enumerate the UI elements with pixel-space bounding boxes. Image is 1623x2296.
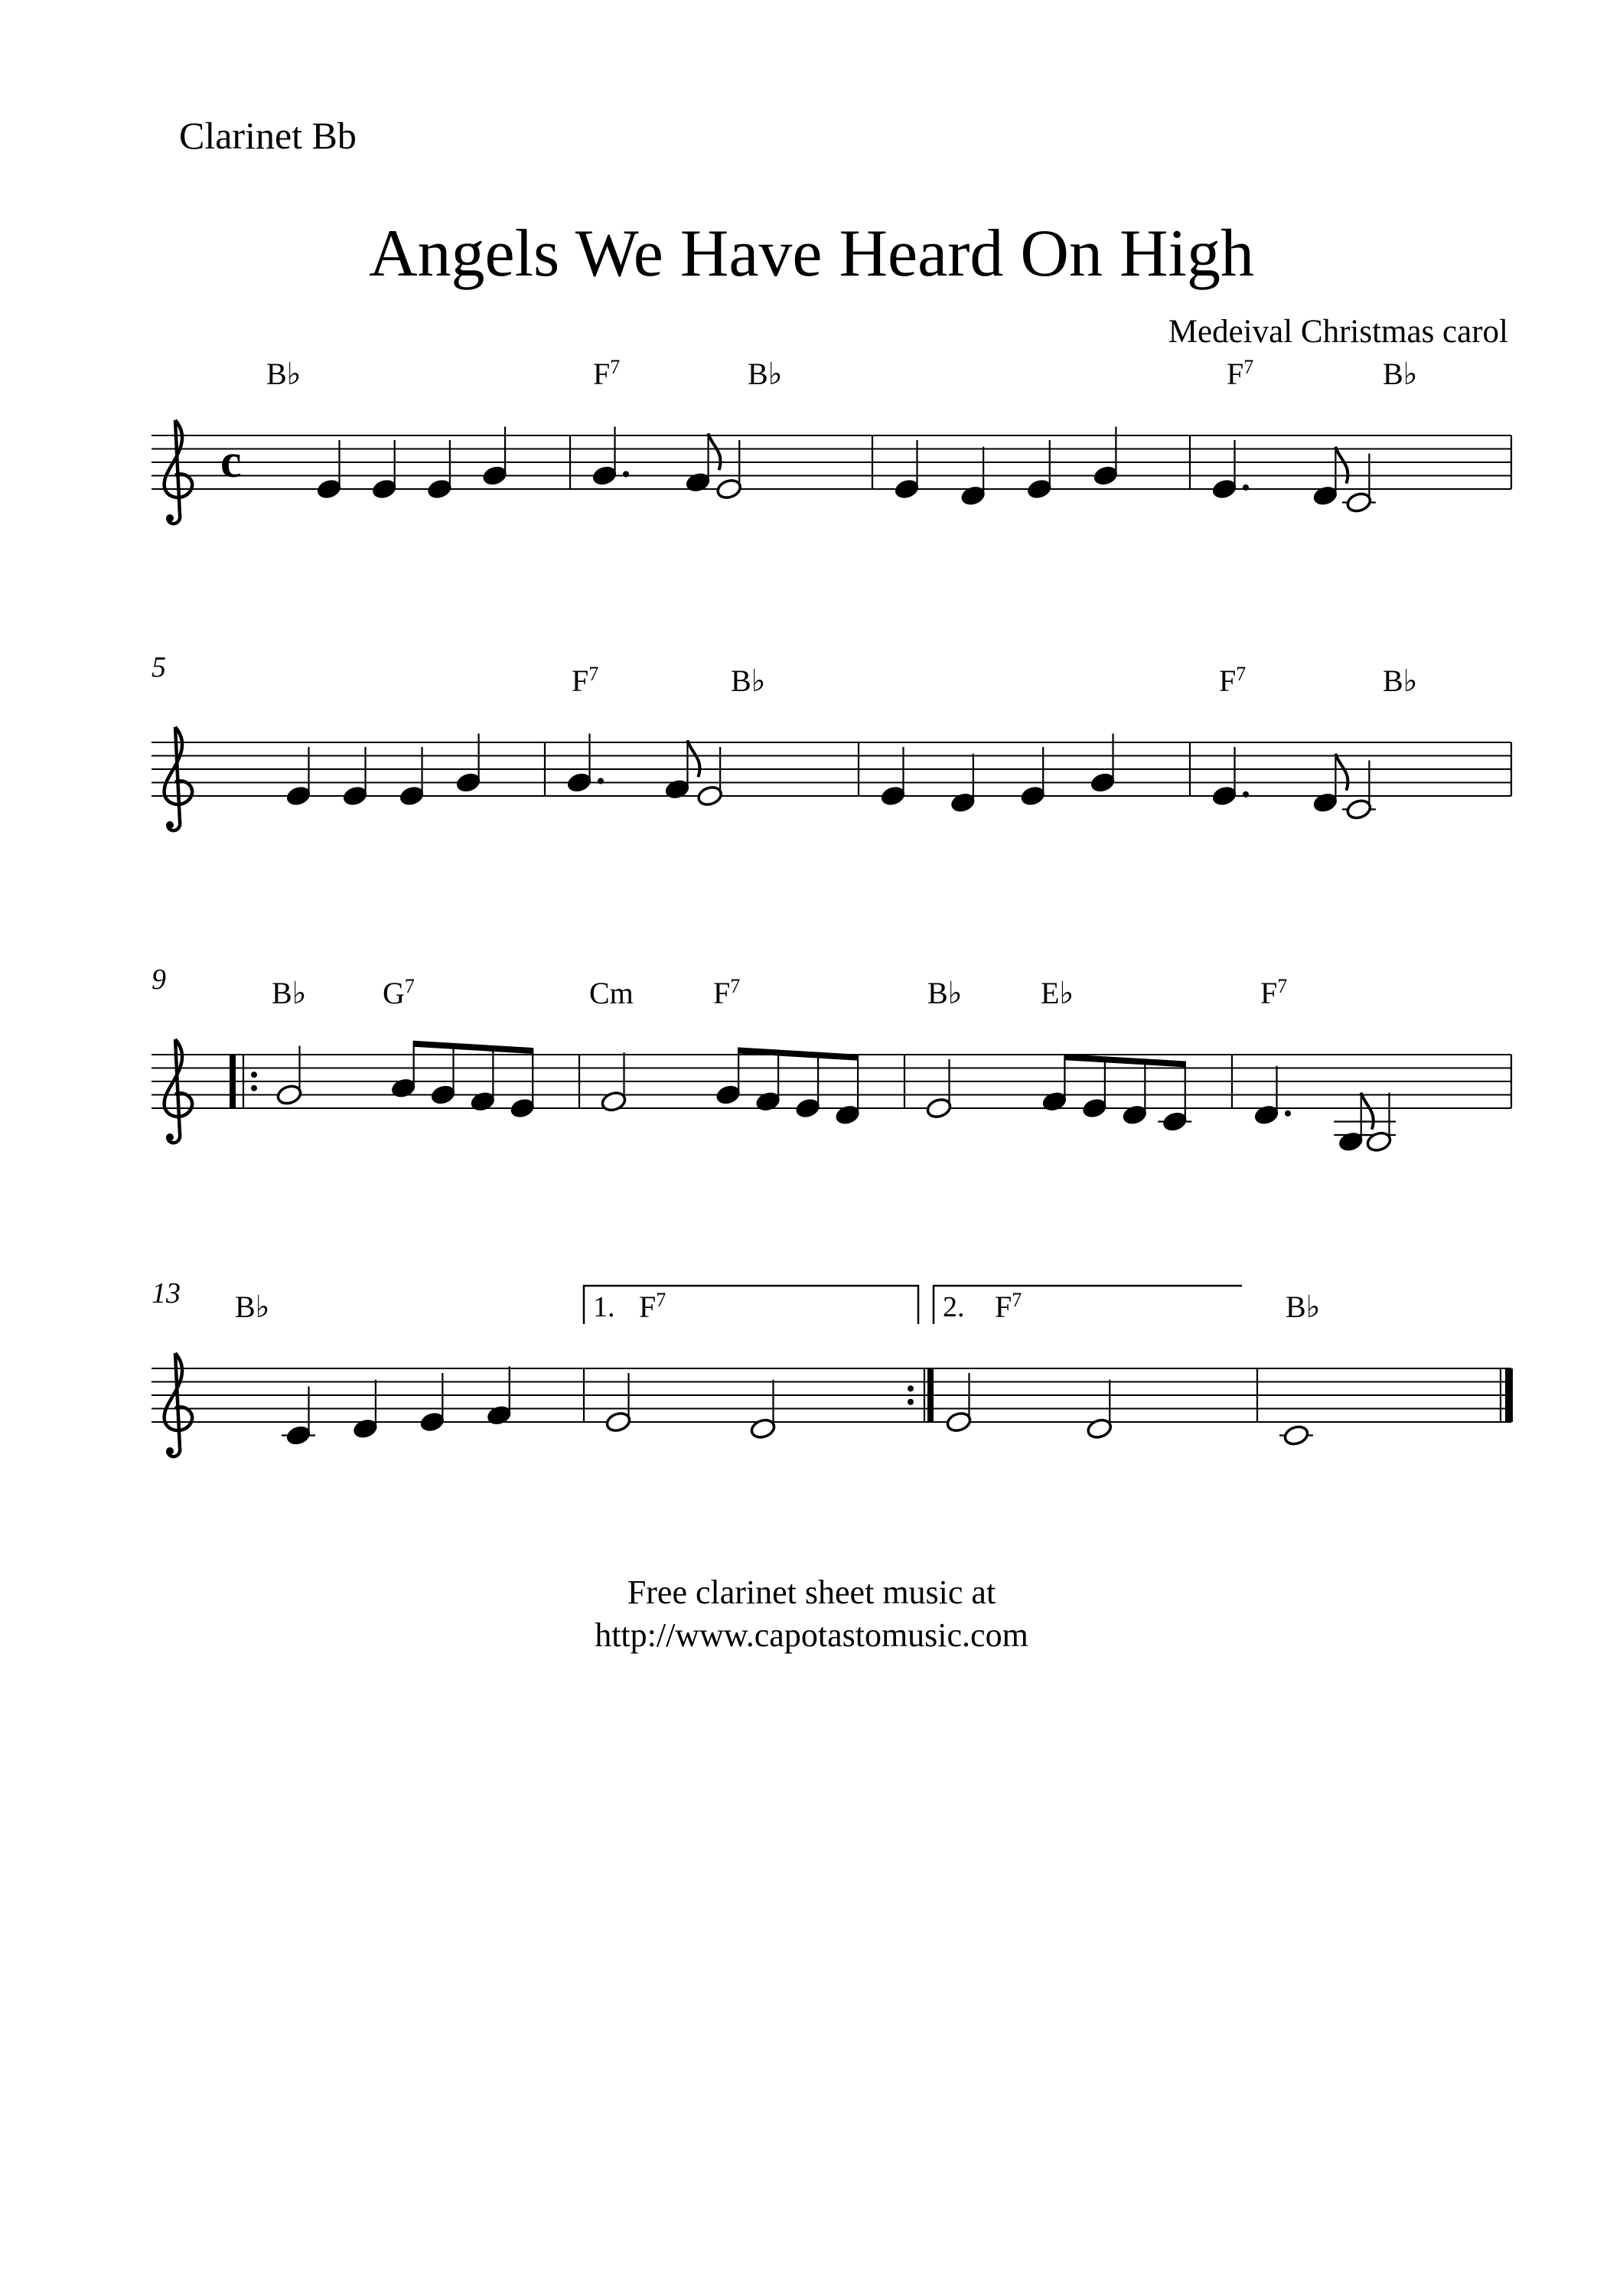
dot — [623, 471, 629, 478]
staff-system-1 — [152, 435, 1511, 489]
chord-symbol: B♭ — [266, 357, 301, 391]
footer-line-1: Free clarinet sheet music at — [627, 1574, 996, 1611]
page-title: Angels We Have Heard On High — [369, 217, 1254, 291]
repeat-dot — [251, 1085, 257, 1091]
flag — [1361, 1093, 1374, 1130]
composer-credit: Medeival Christmas carol — [1168, 314, 1508, 350]
note — [663, 740, 699, 801]
note — [684, 433, 720, 494]
note — [1312, 754, 1348, 814]
repeat-dot — [251, 1071, 257, 1078]
chord-symbol: $F^7$ — [639, 1289, 666, 1324]
beam — [1064, 1054, 1185, 1067]
dot — [1243, 484, 1249, 491]
repeat-start-thick — [230, 1055, 236, 1108]
chord-symbol: $F^7$ — [572, 663, 599, 698]
chord-symbol: B♭ — [272, 976, 307, 1010]
note — [1279, 1424, 1313, 1447]
chord-symbol: $F^7$ — [1227, 356, 1254, 391]
note — [960, 447, 986, 507]
note — [834, 1055, 861, 1127]
chord-symbol: B♭ — [748, 357, 783, 391]
chord-symbol: B♭ — [1383, 357, 1418, 391]
footer-line-2: http://www.capotastomusic.com — [595, 1616, 1028, 1654]
measure-number: 13 — [152, 1277, 181, 1309]
note — [794, 1052, 821, 1120]
note — [1081, 1056, 1108, 1120]
chord-symbol: $F^7$ — [593, 356, 621, 391]
note — [389, 1041, 416, 1100]
measure-number: 9 — [152, 964, 166, 996]
time-signature-icon: c — [220, 435, 242, 488]
chord-symbol: B♭ — [1286, 1290, 1321, 1324]
staff-system-4 — [152, 1368, 1513, 1422]
chord-symbol: Cm — [589, 976, 634, 1010]
dot — [1243, 791, 1249, 797]
note — [429, 1043, 456, 1107]
volta-bracket-2 — [934, 1286, 1242, 1324]
flag — [1335, 447, 1348, 484]
volta-number: 1. — [593, 1291, 615, 1323]
chord-symbol: $F^7$ — [995, 1289, 1022, 1324]
instrument-label: Clarinet Bb — [179, 114, 357, 157]
staff-system-3 — [152, 1055, 1511, 1108]
final-barline-thick — [1505, 1368, 1513, 1422]
note — [1086, 1380, 1113, 1440]
volta-number: 2. — [943, 1291, 965, 1323]
note — [469, 1045, 496, 1113]
flag — [709, 433, 721, 470]
note — [1312, 447, 1348, 507]
flag — [687, 740, 699, 777]
beam — [414, 1041, 533, 1054]
dot — [1285, 1110, 1291, 1117]
flag — [1335, 754, 1348, 791]
note — [1041, 1054, 1067, 1113]
chord-symbol: B♭ — [1383, 664, 1418, 698]
repeat-dot — [908, 1399, 914, 1405]
chord-symbol: B♭ — [731, 664, 766, 698]
repeat-end-thick — [927, 1368, 934, 1422]
measure-number: 5 — [152, 651, 166, 683]
volta-bracket-1 — [584, 1286, 918, 1324]
chord-symbol: $F^7$ — [1219, 663, 1247, 698]
note — [1253, 1066, 1291, 1127]
chord-symbol: B♭ — [927, 976, 963, 1010]
note — [352, 1380, 379, 1440]
chord-symbol: $G^7$ — [383, 975, 415, 1010]
dot — [598, 778, 604, 784]
repeat-dot — [908, 1385, 914, 1391]
footer-credit — [0, 1571, 1623, 1657]
note — [509, 1048, 536, 1120]
note — [600, 1052, 627, 1113]
note — [749, 1380, 776, 1440]
note — [1121, 1058, 1148, 1126]
chord-symbol: B♭ — [235, 1290, 270, 1324]
note — [1158, 1061, 1191, 1133]
chord-symbol: $F^7$ — [713, 975, 741, 1010]
note — [715, 1048, 741, 1107]
chord-symbol: $F^7$ — [1260, 975, 1288, 1010]
note — [486, 1366, 513, 1427]
beam — [738, 1048, 858, 1061]
chord-symbol: E♭ — [1041, 976, 1074, 1010]
note — [950, 754, 976, 814]
